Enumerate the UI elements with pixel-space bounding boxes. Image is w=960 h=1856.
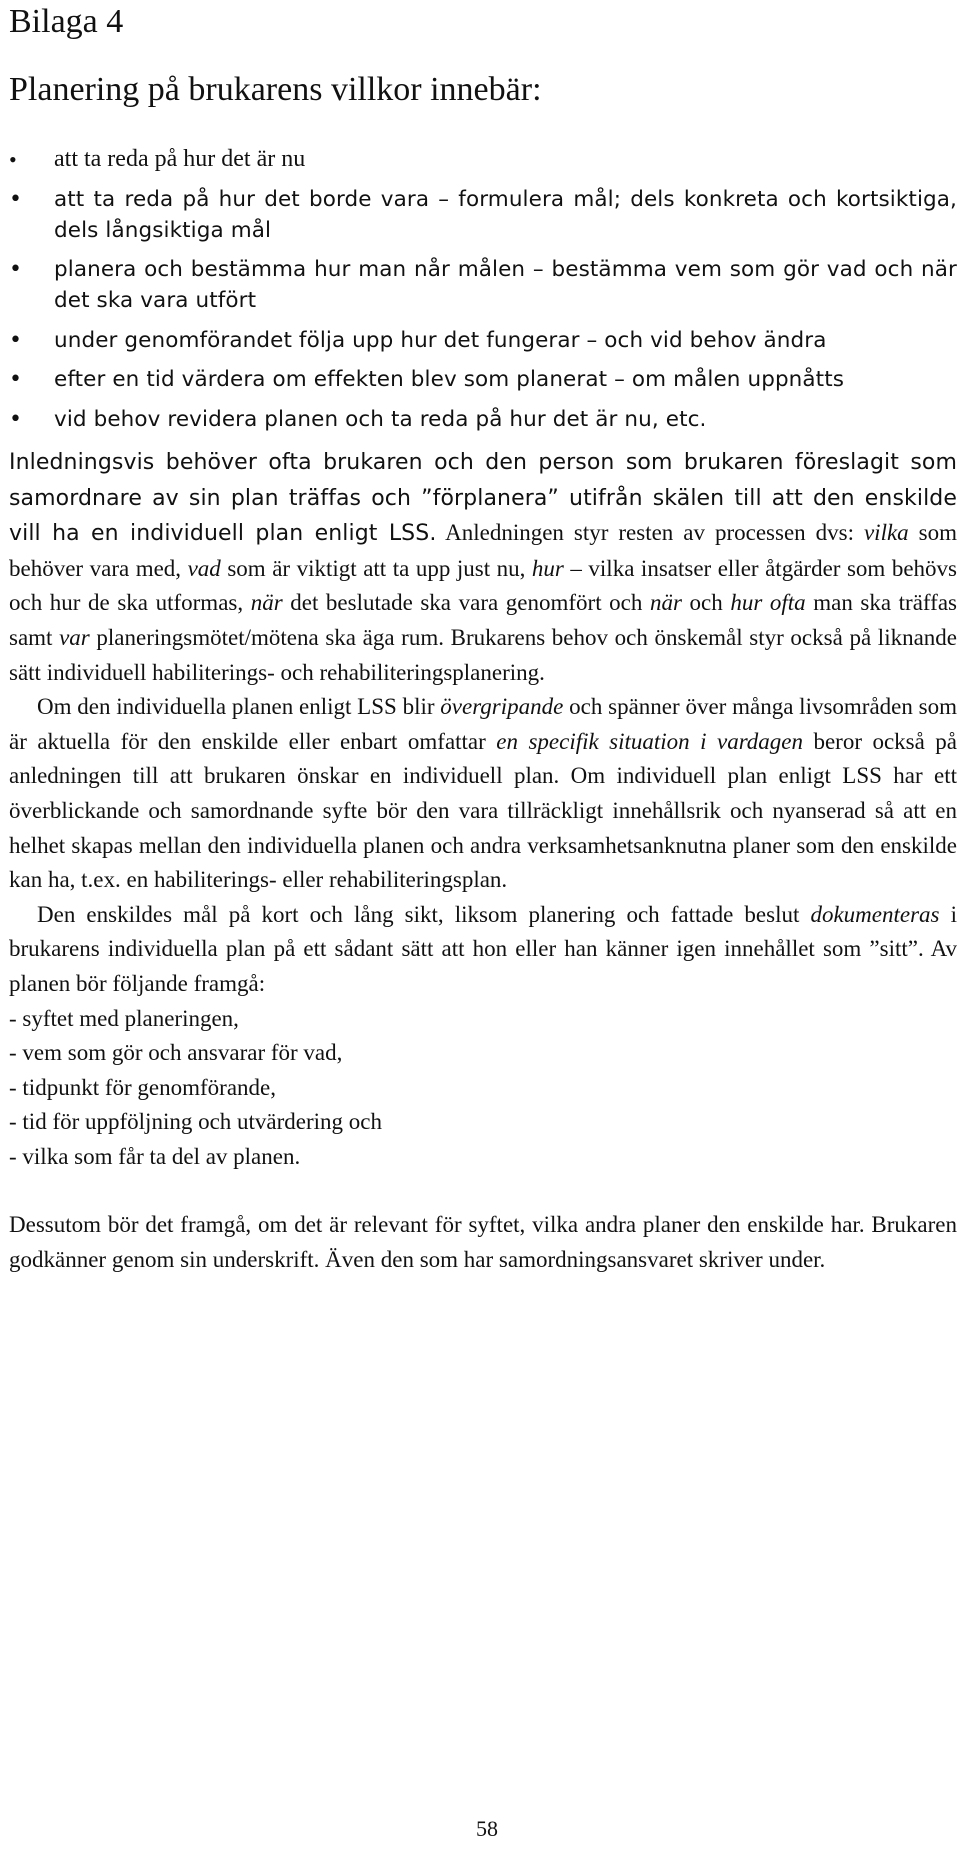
emphasis-text: en specifik situation i vardagen	[496, 728, 804, 754]
bullet-text: att ta reda på hur det är nu	[54, 146, 306, 172]
bullet-icon: •	[9, 406, 23, 432]
emphasis-text: när	[250, 590, 283, 616]
paragraph-intro	[9, 445, 957, 690]
section-title: Planering på brukarens villkor innebär:	[9, 71, 542, 108]
emphasis-text: övergripande	[440, 694, 564, 720]
bullet-item	[9, 404, 957, 435]
bullet-list	[9, 144, 957, 443]
paragraph-text: planeringsmötet/mötena ska äga rum. Brukarens behov och önskemål styr också på liknande sätt individuell habiliterings- och rehabiliteringsplanering.	[9, 624, 957, 685]
paragraph-text: Inledningsvis behöver ofta brukaren och den person som brukaren föreslagit som samordnare av sin plan träffas och ”förplanera” utifrån skälen till att den enskilde vill ha en individuell plan enligt LSS.	[9, 450, 957, 547]
paragraph-text: Om den individuella planen enligt LSS blir	[37, 694, 441, 720]
paragraph-text: beror också på anledningen till att brukaren önskar en individuell plan. Om individuell plan enligt LSS har ett överblickande och samordnande syfte bör den vara tillräckligt innehållsrik och nyanserad så att en helhet skapas mellan den individuella planen och andra verksamhetsanknutna planer som den enskilde kan ha, t.ex. en habiliterings- eller rehabiliteringsplan.	[9, 728, 958, 893]
emphasis-text: var	[59, 624, 90, 650]
bullet-text: under genomförandet följa upp hur det fungerar – och vid behov ändra	[54, 327, 827, 353]
paragraph-text: Anledningen styr resten av processen dvs:	[436, 520, 864, 546]
bullet-item	[9, 364, 957, 395]
emphasis-text: hur ofta	[730, 590, 806, 616]
paragraph-signature: Dessutom bör det framgå, om det är relevant för syftet, vilka andra planer den enskilde har. Brukaren godkänner genom sin underskrift. Även den som har samordningsansvaret skriver under.	[9, 1212, 957, 1273]
plan-contents-list	[9, 1002, 957, 1175]
list-item: - vem som gör och ansvarar för vad,	[9, 1040, 343, 1066]
emphasis-text: hur	[531, 555, 564, 581]
paragraph-text: och spänner över många livsområden som är aktuella för den enskilde eller enbart omfattar	[9, 694, 957, 754]
emphasis-text: vad	[187, 555, 221, 581]
bullet-item	[9, 254, 957, 316]
bullet-icon: •	[9, 257, 23, 282]
bullet-text: vid behov revidera planen och ta reda på hur det är nu, etc.	[54, 406, 707, 432]
paragraph-plan-scope	[9, 690, 957, 898]
bullet-icon: •	[9, 367, 23, 392]
bullet-text: efter en tid värdera om effekten blev som planerat – om målen uppnåtts	[54, 367, 845, 392]
paragraph-goals	[9, 898, 957, 1002]
list-item: - tidpunkt för genomförande,	[9, 1074, 276, 1100]
bullet-icon: •	[9, 186, 23, 212]
list-item: - tid för uppföljning och utvärdering och	[9, 1109, 383, 1135]
emphasis-text: när	[649, 590, 682, 616]
paragraph-text: som behöver vara med,	[9, 520, 957, 581]
emphasis-text: dokumenteras	[810, 901, 940, 927]
paragraph-text: – vilka insatser eller åtgärder som behövs och hur de ska utformas,	[9, 555, 957, 616]
emphasis-text: vilka	[863, 520, 909, 546]
bullet-icon: •	[9, 327, 23, 353]
body-text	[9, 445, 957, 1278]
bullet-item	[9, 325, 957, 356]
appendix-heading: Bilaga 4	[9, 3, 124, 40]
bullet-text: planera och bestämma hur man når målen – bestämma vem som gör vad och när det ska vara utfört	[54, 257, 957, 313]
paragraph-text: och	[681, 590, 731, 616]
list-item: - syftet med planeringen,	[9, 1005, 239, 1031]
paragraph-text: det beslutade ska vara genomfört och	[282, 590, 650, 616]
paragraph-text: Den enskildes mål på kort och lång sikt, liksom planering och fattade beslut	[37, 901, 811, 927]
list-item: - vilka som får ta del av planen.	[9, 1143, 301, 1169]
bullet-item	[9, 184, 957, 246]
paragraph-text: i brukarens individuella plan på ett sådant sätt att hon eller han känner igen innehållet som ”sitt”. Av planen bör följande framgå:	[9, 901, 957, 996]
bullet-text: att ta reda på hur det borde vara – formulera mål; dels konkreta och kortsiktiga, dels långsiktiga mål	[54, 186, 957, 243]
bullet-icon: •	[9, 147, 17, 172]
page-number: 58	[476, 1816, 498, 1841]
paragraph-text: som är viktigt att ta upp just nu,	[220, 555, 532, 581]
bullet-item	[9, 144, 957, 175]
paragraph-text: man ska träffas samt	[9, 590, 957, 650]
